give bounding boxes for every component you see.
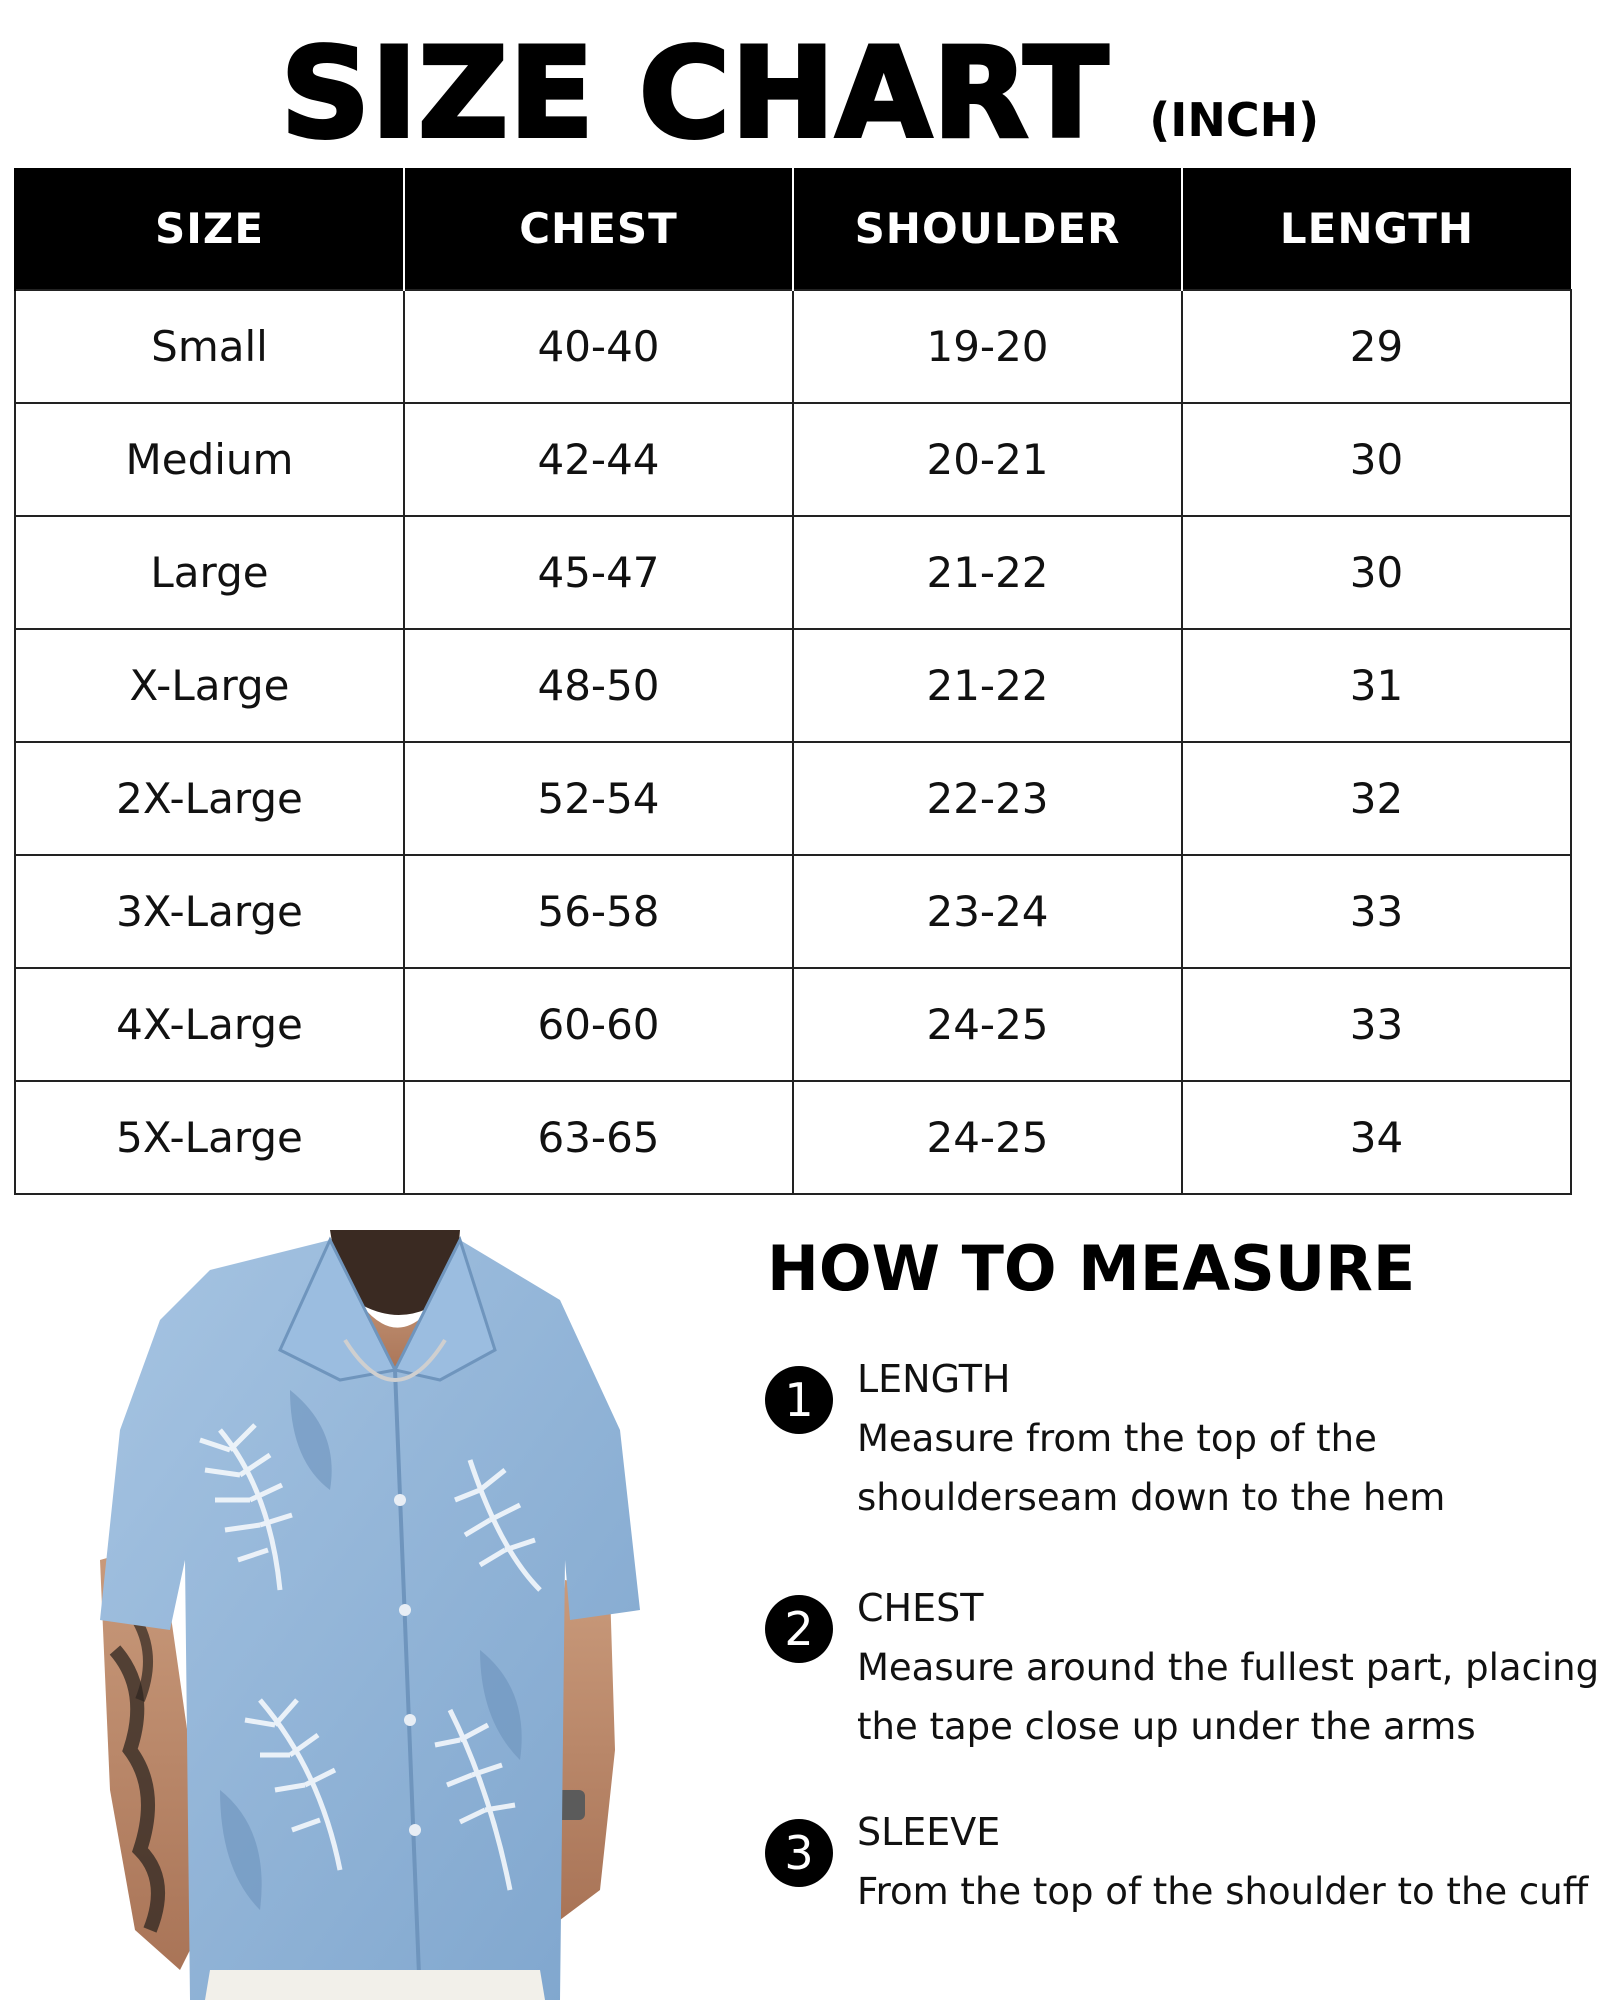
size-cell: 3X-Large [15, 855, 404, 968]
step-number-badge: 1 [765, 1366, 833, 1434]
shoulder-cell: 24-25 [793, 1081, 1182, 1194]
table-row [15, 855, 1571, 968]
chest-cell: 42-44 [404, 403, 793, 516]
table-row [15, 516, 1571, 629]
size-cell: Small [15, 290, 404, 403]
page-title: SIZE CHART [280, 22, 1110, 166]
shoulder-cell: 20-21 [793, 403, 1182, 516]
chest-cell: 48-50 [404, 629, 793, 742]
step-text [857, 1350, 1587, 1527]
size-cell: Large [15, 516, 404, 629]
measure-step-chest [765, 1579, 1600, 1749]
length-cell: 30 [1182, 403, 1571, 516]
size-table [14, 168, 1572, 1195]
table-row [15, 290, 1571, 403]
title-row [0, 22, 1600, 166]
table-header-row [15, 168, 1571, 290]
step-description-line: the tape close up under the arms [857, 1705, 1476, 1748]
shoulder-cell: 21-22 [793, 629, 1182, 742]
step-heading: LENGTH [857, 1357, 1011, 1401]
length-cell: 33 [1182, 968, 1571, 1081]
size-cell: 4X-Large [15, 968, 404, 1081]
length-cell: 32 [1182, 742, 1571, 855]
measure-step-length [765, 1350, 1585, 1520]
chest-cell: 63-65 [404, 1081, 793, 1194]
step-number-badge: 3 [765, 1819, 833, 1887]
step-description-line: From the top of the shoulder to the cuff [857, 1870, 1589, 1913]
shoulder-cell: 19-20 [793, 290, 1182, 403]
chest-cell: 52-54 [404, 742, 793, 855]
column-header-chest: CHEST [404, 168, 793, 290]
length-cell: 34 [1182, 1081, 1571, 1194]
length-cell: 31 [1182, 629, 1571, 742]
table-row [15, 403, 1571, 516]
table-row [15, 629, 1571, 742]
step-heading: SLEEVE [857, 1810, 1001, 1854]
column-header-length: LENGTH [1182, 168, 1571, 290]
shoulder-cell: 24-25 [793, 968, 1182, 1081]
step-description-line: shoulderseam down to the hem [857, 1476, 1446, 1519]
chest-cell: 56-58 [404, 855, 793, 968]
size-cell: 5X-Large [15, 1081, 404, 1194]
shoulder-cell: 23-24 [793, 855, 1182, 968]
step-description-line: Measure from the top of the [857, 1417, 1377, 1460]
chest-cell: 40-40 [404, 290, 793, 403]
column-header-shoulder: SHOULDER [793, 168, 1182, 290]
table-row [15, 742, 1571, 855]
length-cell: 33 [1182, 855, 1571, 968]
unit-label: (INCH) [1149, 93, 1320, 147]
step-description-line: Measure around the fullest part, placing [857, 1646, 1600, 1689]
size-cell: X-Large [15, 629, 404, 742]
size-cell: 2X-Large [15, 742, 404, 855]
shoulder-cell: 22-23 [793, 742, 1182, 855]
measure-step-sleeve [765, 1803, 1589, 1923]
length-cell: 30 [1182, 516, 1571, 629]
chest-cell: 60-60 [404, 968, 793, 1081]
chest-cell: 45-47 [404, 516, 793, 629]
size-cell: Medium [15, 403, 404, 516]
shirt-photo-icon [40, 1230, 660, 2000]
column-header-size: SIZE [15, 168, 404, 290]
table-row [15, 968, 1571, 1081]
shoulder-cell: 21-22 [793, 516, 1182, 629]
step-text [857, 1579, 1600, 1756]
step-text [857, 1803, 1587, 1921]
how-to-measure-title: HOW TO MEASURE [767, 1232, 1416, 1305]
length-cell: 29 [1182, 290, 1571, 403]
table-row [15, 1081, 1571, 1194]
step-number-badge: 2 [765, 1595, 833, 1663]
step-heading: CHEST [857, 1586, 984, 1630]
